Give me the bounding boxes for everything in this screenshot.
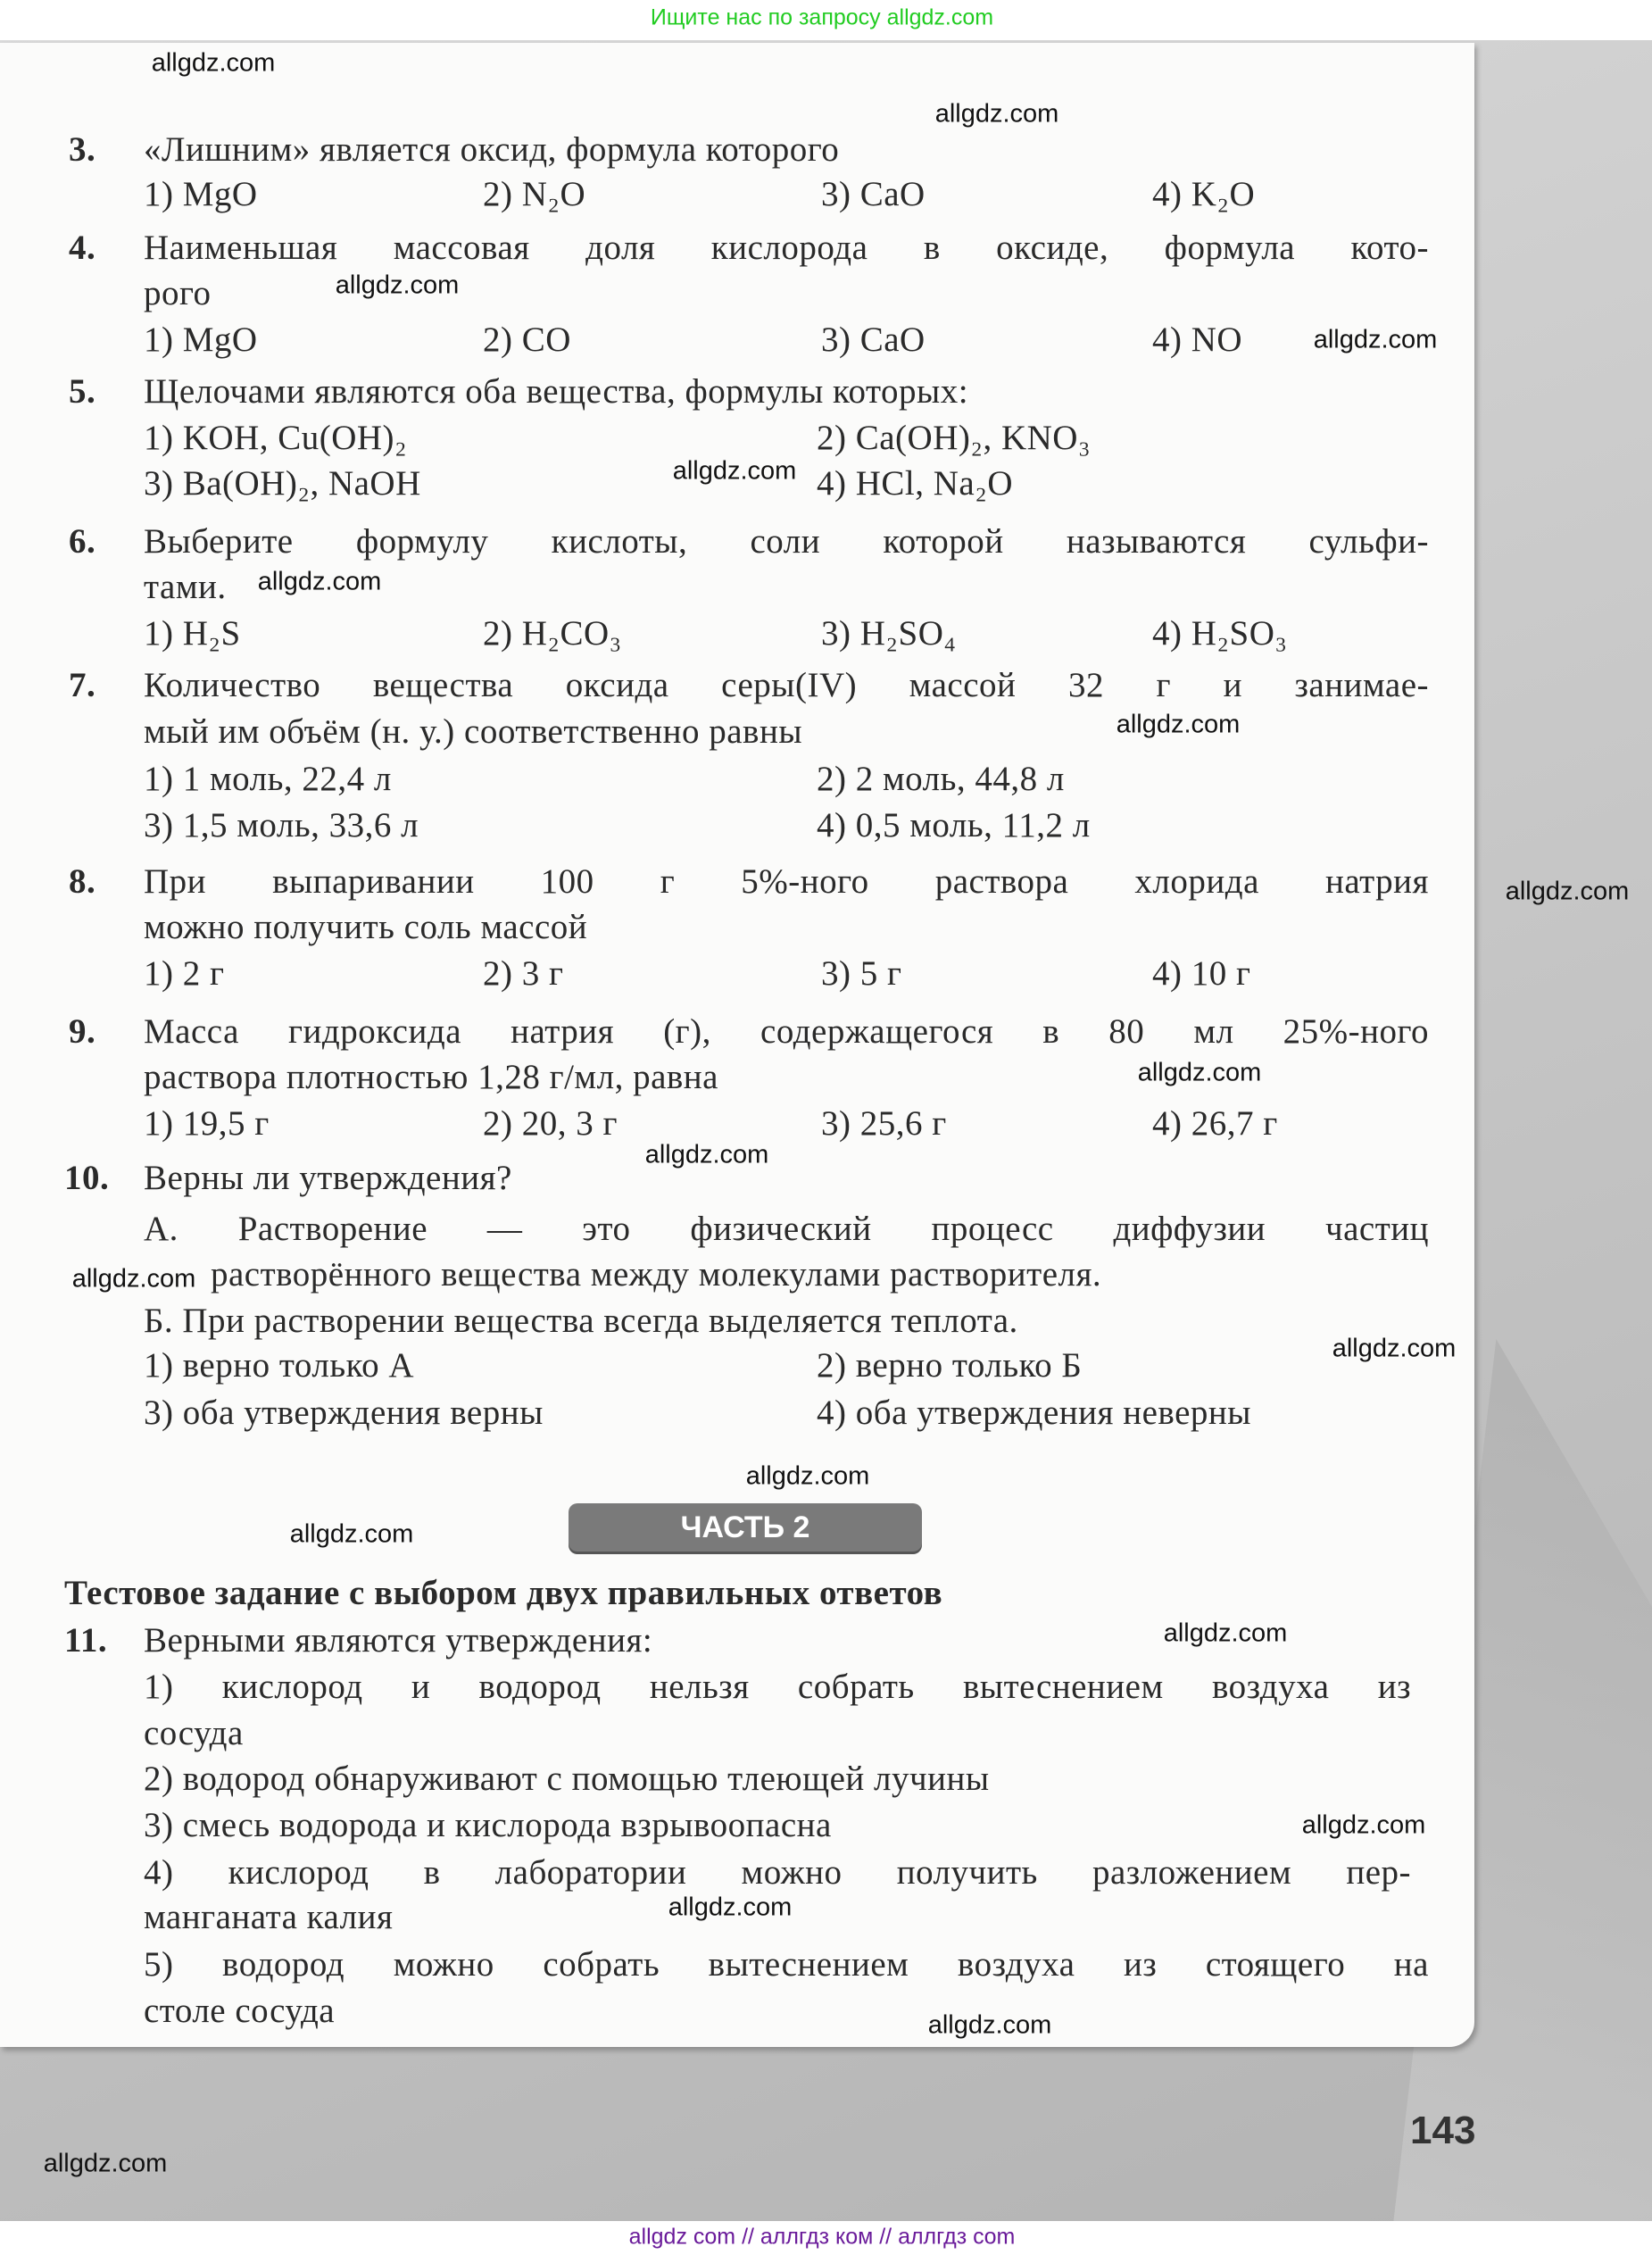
watermark: allgdz.com bbox=[151, 48, 276, 78]
q4-option: 1) MgO bbox=[144, 320, 258, 359]
q11-option: 3) смесь водорода и кислорода взрывоопасна bbox=[144, 1806, 832, 1844]
q10-option: 1) верно только А bbox=[144, 1346, 414, 1385]
q4-number: 4. bbox=[69, 229, 96, 267]
q6-text: Выберите формулу кислоты, соли которой называются сульфи- bbox=[144, 522, 1429, 561]
section-heading: Тестовое задание с выбором двух правильных ответов bbox=[64, 1574, 943, 1612]
q11-option: 4) кислород в лаборатории можно получить разложением пер- bbox=[144, 1853, 1411, 1892]
q5-option: 2) Ca(OH)₂, KNO₃ bbox=[817, 419, 1092, 457]
q9-text: раствора плотностью 1,28 г/мл, равна bbox=[144, 1058, 718, 1096]
q3-option: 1) MgO bbox=[144, 175, 258, 213]
q6-text: тами. bbox=[144, 568, 227, 606]
q5-option: 4) HCl, Na₂O bbox=[817, 464, 1013, 503]
q7-text: мый им объём (н. у.) соответственно равны bbox=[144, 712, 803, 751]
q11-option: 5) водород можно собрать вытеснением воздуха из стоящего на bbox=[144, 1945, 1429, 1984]
q5-option: 3) Ba(OH)₂, NaOH bbox=[144, 464, 421, 503]
watermark: allgdz.com bbox=[927, 2010, 1052, 2040]
q6-number: 6. bbox=[69, 522, 96, 561]
q8-text: При выпаривании 100 г 5%-ного раствора хлорида натрия bbox=[144, 862, 1429, 901]
q5-text: Щелочами являются оба вещества, формулы которых: bbox=[144, 372, 969, 411]
q5-option: 1) KOH, Cu(OH)₂ bbox=[144, 419, 408, 457]
watermark: allgdz.com bbox=[1332, 1334, 1457, 1363]
q4-option: 3) CaO bbox=[821, 320, 926, 359]
q10-option: 3) оба утверждения верны bbox=[144, 1394, 544, 1432]
page-number: 143 bbox=[1410, 2109, 1476, 2152]
q4-option: 2) CO bbox=[483, 320, 571, 359]
q3-option: 4) K₂O bbox=[1152, 175, 1256, 213]
q7-option: 2) 2 моль, 44,8 л bbox=[817, 760, 1065, 798]
q8-option: 1) 2 г bbox=[144, 954, 225, 993]
q10-option: 4) оба утверждения неверны bbox=[817, 1394, 1251, 1432]
q3-option: 2) N₂O bbox=[483, 175, 586, 213]
q6-option: 4) H₂SO₃ bbox=[1152, 614, 1288, 653]
q3-number: 3. bbox=[69, 130, 96, 169]
q10-text: Верны ли утверждения? bbox=[144, 1159, 512, 1197]
q7-number: 7. bbox=[69, 666, 96, 704]
watermark: allgdz.com bbox=[1137, 1058, 1262, 1087]
q8-number: 8. bbox=[69, 862, 96, 901]
q6-option: 1) H₂S bbox=[144, 614, 241, 653]
q10-number: 10. bbox=[64, 1159, 110, 1197]
watermark: allgdz.com bbox=[1505, 877, 1630, 906]
q8-option: 4) 10 г bbox=[1152, 954, 1251, 993]
watermark: allgdz.com bbox=[745, 1461, 870, 1491]
watermark: allgdz.com bbox=[1301, 1810, 1426, 1840]
q8-option: 2) 3 г bbox=[483, 954, 564, 993]
q9-text: Масса гидроксида натрия (г), содержащегося в 80 мл 25%-ного bbox=[144, 1012, 1429, 1051]
watermark: allgdz.com bbox=[71, 1264, 196, 1294]
q11-number: 11. bbox=[64, 1621, 108, 1660]
q8-option: 3) 5 г bbox=[821, 954, 902, 993]
q5-number: 5. bbox=[69, 372, 96, 411]
q11-option: манганата калия bbox=[144, 1898, 394, 1936]
q6-option: 2) H₂CO₃ bbox=[483, 614, 622, 653]
q10-statement-a: растворённого вещества между молекулами растворителя. bbox=[211, 1255, 1102, 1294]
watermark: allgdz.com bbox=[1163, 1618, 1288, 1648]
q11-option: сосуда bbox=[144, 1714, 244, 1752]
q7-option: 4) 0,5 моль, 11,2 л bbox=[817, 806, 1091, 844]
q11-text: Верными являются утверждения: bbox=[144, 1621, 653, 1660]
q9-number: 9. bbox=[69, 1012, 96, 1051]
q10-statement-b: Б. При растворении вещества всегда выделяется теплота. bbox=[144, 1302, 1018, 1340]
q11-option: 1) кислород и водород нельзя собрать вытеснением воздуха из bbox=[144, 1668, 1411, 1706]
q4-text: Наименьшая массовая доля кислорода в оксиде, формула кото- bbox=[144, 229, 1429, 267]
part-2-label: ЧАСТЬ 2 bbox=[569, 1503, 922, 1552]
watermark: allgdz.com bbox=[668, 1893, 793, 1922]
q9-option: 3) 25,6 г bbox=[821, 1104, 947, 1143]
q10-option: 2) верно только Б bbox=[817, 1346, 1083, 1385]
q7-option: 1) 1 моль, 22,4 л bbox=[144, 760, 392, 798]
watermark: allgdz.com bbox=[43, 2149, 168, 2178]
q4-option: 4) NO bbox=[1152, 320, 1243, 359]
q7-text: Количество вещества оксида серы(IV) массой 32 г и занимае- bbox=[144, 666, 1429, 704]
q8-text: можно получить соль массой bbox=[144, 908, 588, 946]
watermark: allgdz.com bbox=[1116, 710, 1241, 739]
q3-text: «Лишним» является оксид, формула которого bbox=[144, 130, 840, 169]
q3-option: 3) CaO bbox=[821, 175, 926, 213]
watermark: allgdz.com bbox=[672, 456, 797, 486]
watermark: allgdz.com bbox=[335, 270, 460, 300]
watermark: allgdz.com bbox=[289, 1519, 414, 1549]
watermark: allgdz.com bbox=[257, 567, 382, 596]
q7-option: 3) 1,5 моль, 33,6 л bbox=[144, 806, 419, 844]
q9-option: 2) 20, 3 г bbox=[483, 1104, 618, 1143]
q9-option: 4) 26,7 г bbox=[1152, 1104, 1278, 1143]
q4-text: рого bbox=[144, 274, 212, 312]
bottom-banner[interactable]: allgdz com // аллгдз ком // аллгдз com bbox=[628, 2224, 1016, 2250]
watermark: allgdz.com bbox=[644, 1140, 769, 1169]
watermark: allgdz.com bbox=[934, 99, 1059, 129]
q10-statement-a: А. Растворение — это физический процесс диффузии частиц bbox=[144, 1210, 1429, 1248]
q11-option: 2) водород обнаруживают с помощью тлеющей лучины bbox=[144, 1760, 990, 1798]
q6-option: 3) H₂SO₄ bbox=[821, 614, 957, 653]
top-banner[interactable]: Ищите нас по запросу allgdz.com bbox=[650, 4, 994, 30]
q11-option: столе сосуда bbox=[144, 1992, 336, 2030]
q9-option: 1) 19,5 г bbox=[144, 1104, 270, 1143]
watermark: allgdz.com bbox=[1313, 325, 1438, 354]
